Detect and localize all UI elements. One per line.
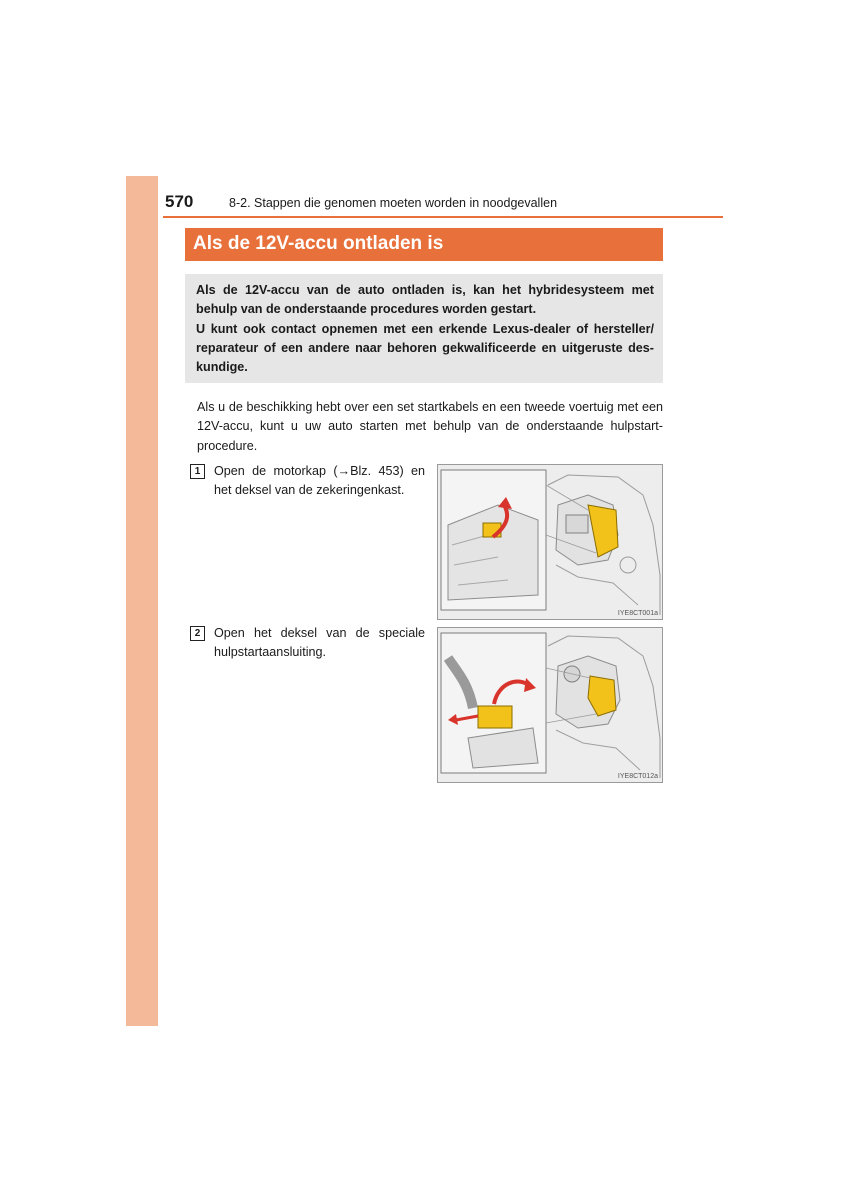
step-number-badge: 2 [190, 626, 205, 641]
figure-code: IYE8CT012a [617, 773, 658, 780]
page-header [163, 190, 723, 218]
intro-paragraph-1: Als de 12V-accu van de auto ontladen is, kan het hybridesysteem met behulp van de onderstaande procedures worden gestart. [196, 283, 654, 317]
jump-start-terminal-illustration [438, 628, 663, 783]
topic-title: Als de 12V-accu ontladen is [193, 233, 444, 254]
step-text: Open de motorkap (→Blz. 453) en het deksel van de zekeringenkast. [214, 464, 425, 498]
page-number: 570 [165, 192, 194, 211]
section-title: 8-2. Stappen die genomen moeten worden in noodgevallen [229, 196, 558, 210]
figure-jump-start-terminal [437, 627, 663, 783]
figure-fuse-box [437, 464, 663, 620]
intro-box [185, 274, 663, 383]
intro-paragraph-2: U kunt ook contact opnemen met een erkende Lexus-dealer of hersteller/ reparateur of een andere naar behoren gekwalificeerde en uitgeruste des-kundige. [196, 321, 654, 375]
fuse-box-illustration [438, 465, 663, 620]
chapter-side-bar [126, 176, 158, 1026]
step-1 [190, 462, 425, 501]
step-text: Open het deksel van de speciale hulpstartaansluiting. [214, 626, 425, 660]
figure-code: IYE8CT001a [617, 610, 658, 617]
body-paragraph: Als u de beschikking hebt over een set startkabels en een tweede voertuig met een 12V-accu, kunt u uw auto starten met behulp van de onderstaande hulpstart-procedure. [197, 400, 663, 453]
step-2 [190, 624, 425, 663]
step-number-badge: 1 [190, 464, 205, 479]
topic-title-bar [185, 228, 663, 261]
